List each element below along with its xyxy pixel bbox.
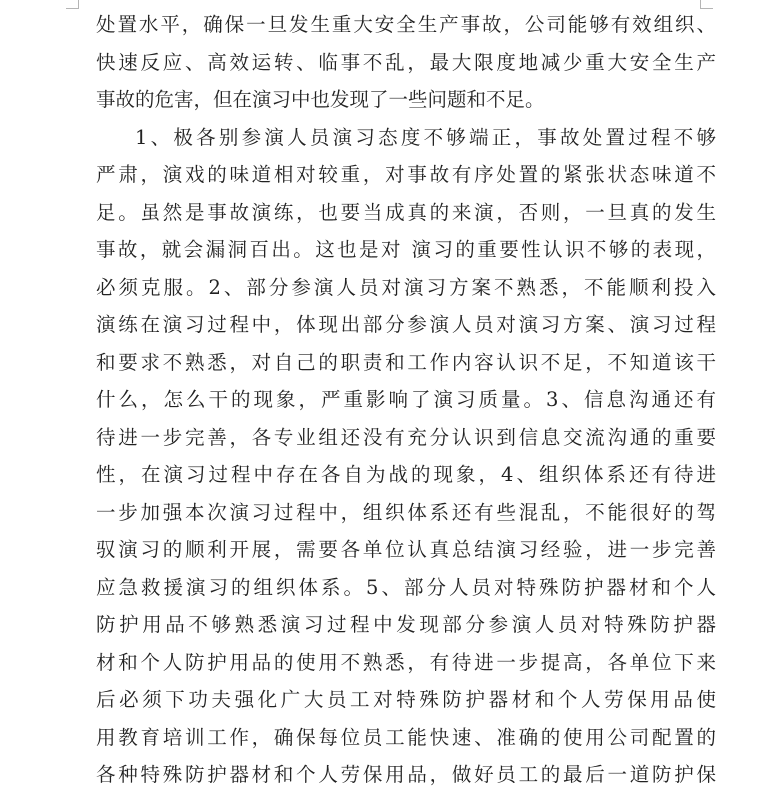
text-line: 材和个人防护用品的使用不熟悉，有待进一步提高，各单位下来 [96,650,716,674]
text-line: 严肃，演戏的味道相对较重，对事故有序处置的紧张状态味道不 [96,163,716,186]
text-line: 用教育培训工作，确保每位员工能快速、准确的使用公司配置的 [96,725,716,749]
text-line: 必须克服。2、部分参演人员对演习方案不熟悉，不能顺利投入 [96,275,716,299]
text-line: 待进一步完善，各专业组还没有充分认识到信息交流沟通的重要 [96,425,716,449]
text-line: 事故的危害，但在演习中也发现了一些问题和不足。 [96,88,545,111]
page-corner-mark-left [66,0,79,9]
text-line: 后必须下功夫强化广大员工对特殊防护器材和个人劳保用品使 [96,688,716,711]
text-line: 防护用品不够熟悉演习过程中发现部分参演人员对特殊防护器 [96,613,716,636]
text-line: 1、极各别参演人员演习态度不够端正，事故处置过程不够 [135,125,716,149]
text-line: 什么，怎么干的现象，严重影响了演习质量。3、信息沟通还有 [96,388,716,411]
text-line: 演练在演习过程中，体现出部分参演人员对演习方案、演习过程 [96,313,716,336]
text-line: 快速反应、高效运转、临事不乱，最大限度地减少重大安全生产 [96,50,716,74]
text-line: 和要求不熟悉，对自己的职责和工作内容认识不足，不知道该干 [96,350,716,374]
text-line: 各种特殊防护器材和个人劳保用品，做好员工的最后一道防护保 [96,763,716,786]
document-body [96,6,716,794]
text-line: 驭演习的顺利开展，需要各单位认真总结演习经验，进一步完善 [96,538,716,561]
text-line: 性，在演习过程中存在各自为战的现象，4、组织体系还有待进 [96,463,716,486]
text-line: 事故，就会漏洞百出。这也是对 演习的重要性认识不够的表现， [96,238,716,261]
text-line: 一步加强本次演习过程中，组织体系还有些混乱，不能很好的驾 [96,500,716,524]
text-line: 足。虽然是事故演练，也要当成真的来演，否则，一旦真的发生 [96,200,716,224]
text-line: 应急救援演习的组织体系。5、部分人员对特殊防护器材和个人 [96,575,716,599]
text-line: 处置水平，确保一旦发生重大安全生产事故，公司能够有效组织、 [96,13,716,36]
